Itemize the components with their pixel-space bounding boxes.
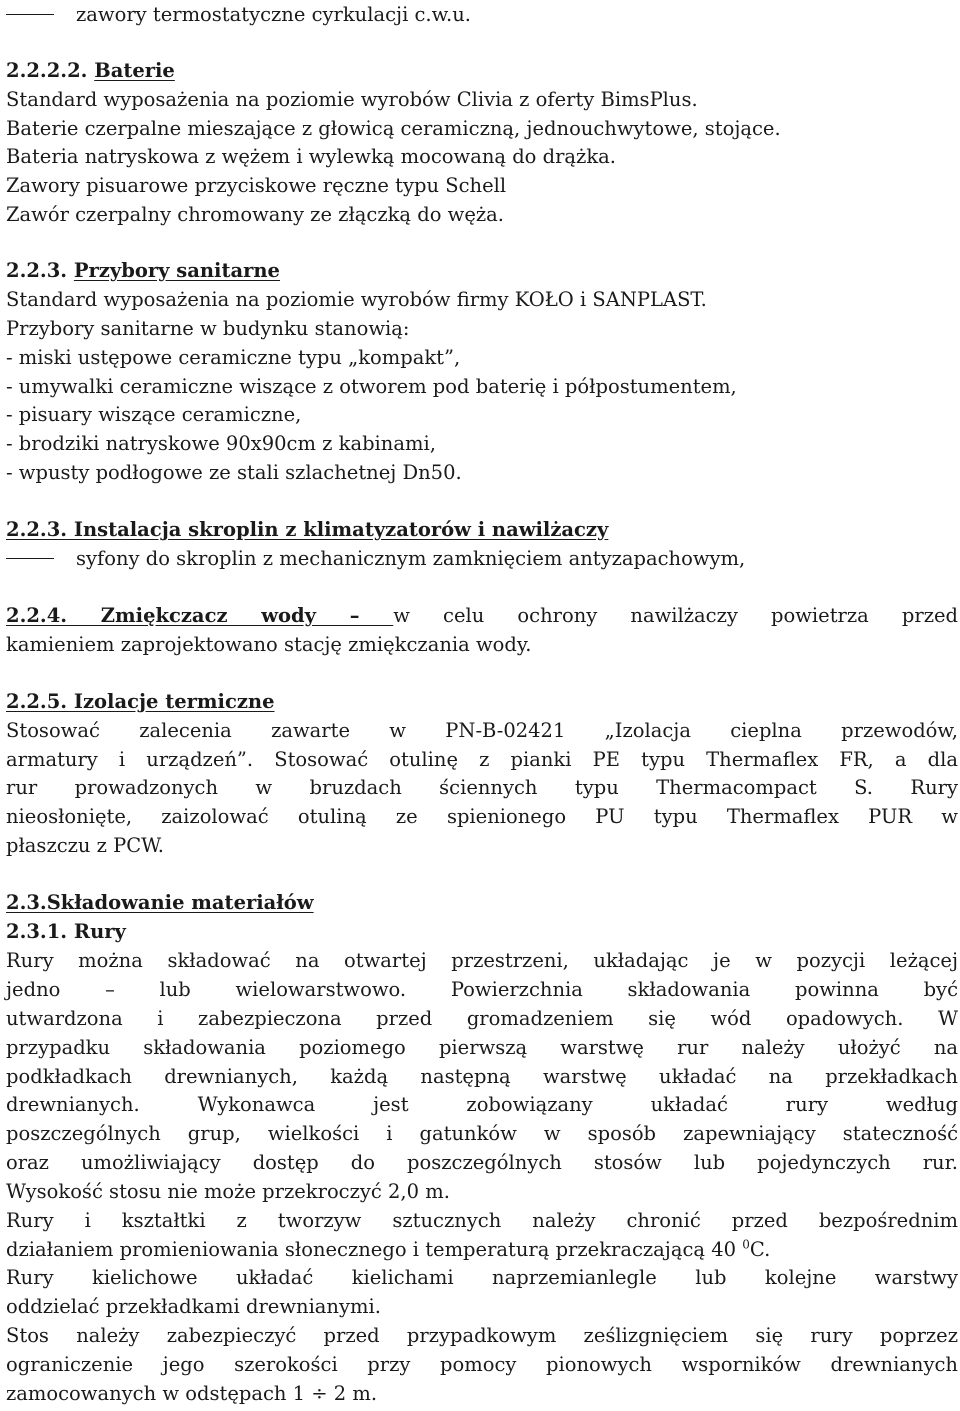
list-item: - miski ustępowe ceramiczne typu „kompakt”, bbox=[6, 346, 461, 369]
list-item: - pisuary wiszące ceramiczne, bbox=[6, 403, 302, 426]
paragraph-line: Rury można składować na otwartej przestrzeni, układając je w pozycji leżącej bbox=[6, 949, 958, 972]
paragraph-line: Rury i kształtki z tworzyw sztucznych należy chronić przed bezpośrednim bbox=[6, 1209, 958, 1232]
section-title: 2.2.4. Zmiękczacz wody – bbox=[6, 604, 394, 627]
text-line: Bateria natryskowa z wężem i wylewką mocowaną do drążka. bbox=[6, 145, 616, 168]
text-segment: działaniem promieniowania słonecznego i temperaturą przekraczającą 40 bbox=[6, 1238, 743, 1261]
text-segment: C. bbox=[749, 1238, 771, 1261]
text-line: Standard wyposażenia na poziomie wyrobów firmy KOŁO i SANPLAST. bbox=[6, 288, 707, 311]
section-title: 2.2.5. Izolacje termiczne bbox=[6, 690, 275, 713]
section-heading-baterie bbox=[6, 56, 958, 85]
text-line: oddzielać przekładkami drewnianymi. bbox=[6, 1295, 381, 1318]
section-heading-izolacje bbox=[6, 687, 958, 716]
section-title: 2.3.1. Rury bbox=[6, 920, 126, 943]
paragraph-line: jedno – lub wielowarstwowo. Powierzchnia składowania powinna być bbox=[6, 978, 958, 1001]
paragraph-line: podkładkach drewnianych, każdą następną warstwę układać na przekładkach bbox=[6, 1065, 958, 1088]
section-heading-rury bbox=[6, 917, 958, 946]
paragraph-line: Stosować zalecenia zawarte w PN-B-02421 „Izolacja cieplna przewodów, bbox=[6, 719, 958, 742]
paragraph-line: rur prowadzonych w bruzdach ściennych typu Thermacompact S. Rury bbox=[6, 776, 958, 799]
list-item: - umywalki ceramiczne wiszące z otworem pod baterię i półpostumentem, bbox=[6, 375, 737, 398]
list-item: - wpusty podłogowe ze stali szlachetnej Dn50. bbox=[6, 461, 462, 484]
paragraph-line: przypadku składowania poziomego pierwszą warstwę rur należy ułożyć na bbox=[6, 1036, 958, 1059]
text-line bbox=[6, 1235, 958, 1264]
list-item bbox=[6, 544, 958, 573]
paragraph-line: utwardzona i zabezpieczona przed gromadzeniem się wód opadowych. W bbox=[6, 1007, 958, 1030]
section-title: 2.2.3. Instalacja skroplin z klimatyzatorów i nawilżaczy bbox=[6, 518, 609, 541]
paragraph-line: drewnianych. Wykonawca jest zobowiązany układać rury według bbox=[6, 1093, 958, 1116]
text-line: kamieniem zaprojektowano stację zmiękczania wody. bbox=[6, 633, 532, 656]
list-item: - brodziki natryskowe 90x90cm z kabinami, bbox=[6, 432, 436, 455]
section-title: Przybory sanitarne bbox=[73, 259, 280, 282]
text-line: Standard wyposażenia na poziomie wyrobów Clivia z oferty BimsPlus. bbox=[6, 88, 698, 111]
text-line: Zawory pisuarowe przyciskowe ręczne typu Schell bbox=[6, 174, 507, 197]
dash-bullet bbox=[6, 558, 54, 560]
section-title: 2.3.Składowanie materiałów bbox=[6, 891, 314, 914]
section-number: 2.2.3. bbox=[6, 259, 74, 282]
paragraph-line: nieosłonięte, zaizolować otuliną ze spienionego PU typu Thermaflex PUR w bbox=[6, 805, 958, 828]
paragraph-line: ograniczenie jego szerokości przy pomocy pionowych wsporników drewnianych bbox=[6, 1353, 958, 1376]
paragraph-line: Stos należy zabezpieczyć przed przypadkowym ześlizgnięciem się rury poprzez bbox=[6, 1324, 958, 1347]
paragraph-line: poszczególnych grup, wielkości i gatunków w sposób zapewniający stateczność bbox=[6, 1122, 958, 1145]
section-heading-przybory bbox=[6, 256, 958, 285]
paragraph-line: oraz umożliwiający dostęp do poszczególnych stosów lub pojedynczych rur. bbox=[6, 1151, 958, 1174]
section-heading-skladowanie bbox=[6, 888, 958, 917]
text-line: Wysokość stosu nie może przekroczyć 2,0 m. bbox=[6, 1180, 450, 1203]
text-line: Przybory sanitarne w budynku stanowią: bbox=[6, 317, 410, 340]
text-line: płaszczu z PCW. bbox=[6, 834, 165, 857]
paragraph-text: w celu ochrony nawilżaczy powietrza przed bbox=[393, 604, 958, 627]
list-item-text: syfony do skroplin z mechanicznym zamknięciem antyzapachowym, bbox=[76, 547, 746, 570]
section-heading-instalacja bbox=[6, 515, 958, 544]
paragraph-line: armatury i urządzeń”. Stosować otulinę z pianki PE typu Thermaflex FR, a dla bbox=[6, 748, 958, 771]
text-line: Zawór czerpalny chromowany ze złączką do węża. bbox=[6, 203, 504, 226]
paragraph-line bbox=[6, 601, 958, 630]
section-number: 2.2.2.2. bbox=[6, 59, 95, 82]
paragraph-line: Rury kielichowe układać kielichami naprzemianlegle lub kolejne warstwy bbox=[6, 1266, 958, 1289]
list-item-text: zawory termostatyczne cyrkulacji c.w.u. bbox=[76, 3, 471, 26]
section-title: Baterie bbox=[94, 59, 175, 82]
superscript: 0 bbox=[742, 1237, 750, 1252]
text-line: Baterie czerpalne mieszające z głowicą ceramiczną, jednouchwytowe, stojące. bbox=[6, 117, 781, 140]
list-item bbox=[6, 0, 958, 29]
dash-bullet bbox=[6, 14, 54, 16]
text-line: zamocowanych w odstępach 1 ÷ 2 m. bbox=[6, 1382, 378, 1405]
